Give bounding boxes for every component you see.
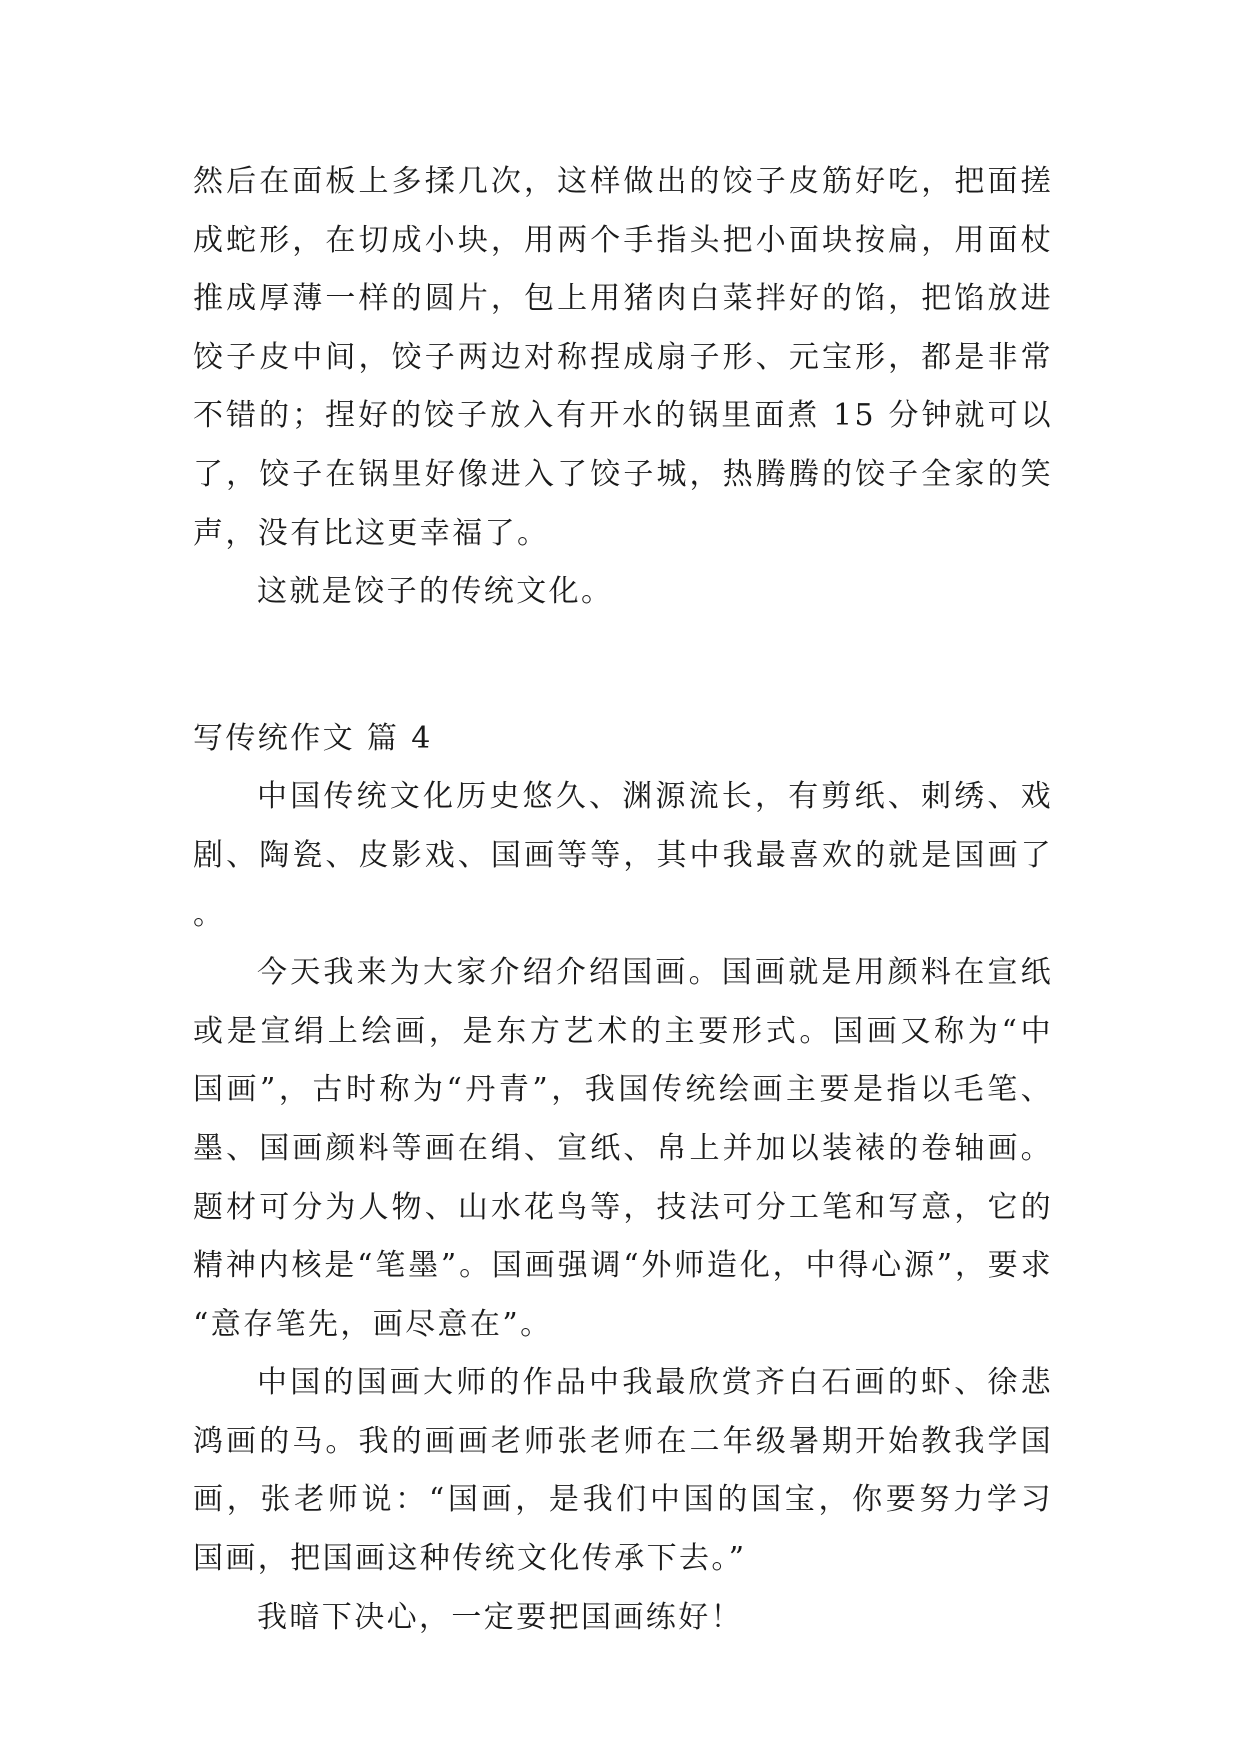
paragraph-masters: 中国的国画大师的作品中我最欣赏齐白石画的虾、徐悲鸿画的马。我的画画老师张老师在二年级暑期开始教我学国画，张老师说：“国画，是我们中国的国宝，你要努力学习国画，把国画这种传统文化传承下去。” bbox=[193, 1365, 1053, 1577]
paragraph-dumpling-conclusion: 这就是饺子的传统文化。 bbox=[257, 574, 614, 610]
paragraph-dumpling-steps: 然后在面板上多揉几次，这样做出的饺子皮筋好吃，把面搓成蛇形，在切成小块，用两个手指头把小面块按扁，用面杖推成厚薄一样的圆片，包上用猪肉白菜拌好的馅，把馅放进饺子皮中间，饺子两边对称捏成扇子形、元宝形，都是非常不错的；捏好的饺子放入有开水的锅里面煮 15 分钟就可以了，饺子在锅里好像进入了饺子城，热腾腾的饺子全家的笑声，没有比这更幸福了。 bbox=[193, 164, 1053, 551]
section-gap bbox=[193, 622, 1053, 710]
paragraph-resolution: 我暗下决心，一定要把国画练好！ bbox=[257, 1599, 743, 1635]
section-title: 写传统作文 篇 4 bbox=[193, 720, 433, 756]
paragraph-guohua-description: 今天我来为大家介绍介绍国画。国画就是用颜料在宣纸或是宣绢上绘画，是东方艺术的主要形式。国画又称为“中国画”，古时称为“丹青”，我国传统绘画主要是指以毛笔、墨、国画颜料等画在绢、宣纸、帛上并加以装裱的卷轴画。题材可分为人物、山水花鸟等，技法可分工笔和写意，它的精神内核是“笔墨”。国画强调“外师造化，中得心源”，要求“意存笔先，画尽意在”。 bbox=[193, 955, 1053, 1342]
paragraph-intro: 中国传统文化历史悠久、渊源流长，有剪纸、刺绣、戏剧、陶瓷、皮影戏、国画等等，其中我最喜欢的就是国画了。 bbox=[193, 779, 1053, 932]
document-body bbox=[193, 153, 1053, 1647]
